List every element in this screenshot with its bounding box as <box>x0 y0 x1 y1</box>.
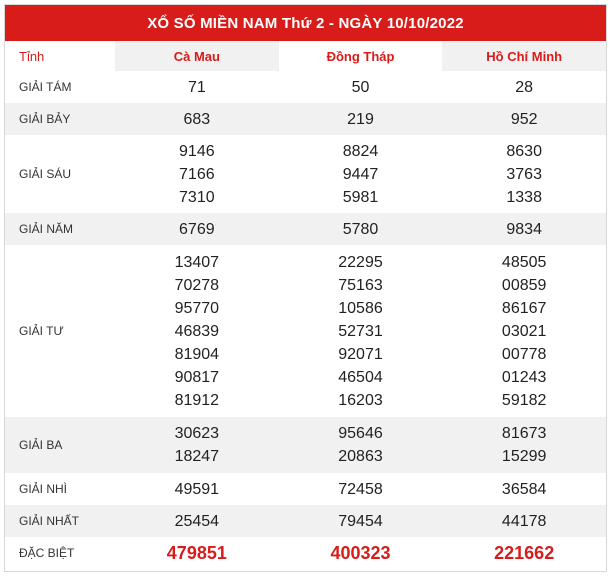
prize-number: 5780 <box>342 220 379 238</box>
prize-label: GIẢI BA <box>19 438 63 452</box>
prize-row <box>5 417 606 473</box>
header-row <box>5 41 606 71</box>
prize-cell <box>115 213 279 245</box>
prize-number: 8630 <box>506 142 542 160</box>
province-dong-thap[interactable]: Đồng Tháp <box>326 48 395 64</box>
prize-number: 90817 <box>174 368 220 386</box>
province-ca-mau[interactable]: Cà Mau <box>115 41 279 71</box>
prize-cell <box>279 473 443 505</box>
prize-label: GIẢI NHẤT <box>19 514 80 528</box>
prize-cell <box>279 417 443 473</box>
prize-number: 48505 <box>501 253 547 271</box>
prize-label: GIẢI SÁU <box>19 167 72 181</box>
prize-cell <box>115 71 279 103</box>
prize-number: 7166 <box>179 165 215 183</box>
prize-number: 400323 <box>330 542 391 563</box>
prize-cell <box>442 71 606 103</box>
prize-number: 81912 <box>174 391 220 409</box>
prize-number: 221662 <box>494 542 555 563</box>
prize-cell <box>115 245 279 417</box>
prize-number: 95770 <box>174 299 220 317</box>
prize-number: 13407 <box>174 253 220 271</box>
prize-number: 9146 <box>179 142 215 160</box>
prize-row <box>5 135 606 213</box>
prize-row <box>5 245 606 417</box>
prize-cell <box>442 245 606 417</box>
prize-label: GIẢI BẢY <box>19 112 71 126</box>
prize-number: 52731 <box>338 322 383 340</box>
prize-number: 20863 <box>338 448 383 465</box>
prize-number: 46504 <box>338 368 383 386</box>
prize-number: 6769 <box>179 220 215 238</box>
prize-cell <box>115 135 279 213</box>
prize-number: 01243 <box>501 368 547 386</box>
prize-cell <box>442 213 606 245</box>
prize-number: 03021 <box>501 322 547 340</box>
prize-row <box>5 505 606 537</box>
prize-number: 92071 <box>338 345 383 363</box>
prize-number: 30623 <box>174 425 220 442</box>
prize-label: GIẢI TƯ <box>19 324 64 338</box>
province-header-label: Tỉnh <box>19 48 45 64</box>
prize-cell <box>442 473 606 505</box>
prize-row <box>5 473 606 505</box>
prize-number: 1338 <box>506 188 542 206</box>
prize-number: 18247 <box>174 448 220 465</box>
prize-number: 86167 <box>501 299 547 317</box>
prize-cell <box>442 505 606 537</box>
prize-cell <box>279 103 443 135</box>
prize-number: 5981 <box>342 188 379 206</box>
prize-cell <box>279 505 443 537</box>
prize-number: 952 <box>510 110 538 128</box>
prize-number: 3763 <box>506 165 542 183</box>
prize-number: 95646 <box>338 425 383 442</box>
prize-row <box>5 537 606 569</box>
prize-cell <box>442 103 606 135</box>
prize-number: 8824 <box>342 142 379 160</box>
prize-label: GIẢI TÁM <box>19 80 72 94</box>
prize-cell <box>279 245 443 417</box>
prize-number: 46839 <box>174 322 220 340</box>
results-title: XỔ SỐ MIỀN NAM Thứ 2 - NGÀY 10/10/2022 <box>5 5 606 41</box>
prize-number: 25454 <box>174 512 220 530</box>
prize-number: 479851 <box>166 542 227 563</box>
prize-number: 15299 <box>501 448 547 465</box>
prize-cell <box>115 537 279 569</box>
prize-cell <box>279 213 443 245</box>
prize-row <box>5 213 606 245</box>
prize-number: 49591 <box>174 480 220 498</box>
prize-number: 81673 <box>501 425 547 442</box>
prize-number: 44178 <box>501 512 547 530</box>
prize-number: 683 <box>183 110 211 128</box>
prize-number: 10586 <box>338 299 383 317</box>
prize-number: 9834 <box>506 220 542 238</box>
prize-number: 59182 <box>501 391 547 409</box>
prize-number: 7310 <box>179 188 215 206</box>
prize-cell <box>115 103 279 135</box>
prize-cell <box>115 417 279 473</box>
prize-row <box>5 71 606 103</box>
prize-number: 75163 <box>338 276 383 294</box>
prize-number: 72458 <box>338 480 383 498</box>
prize-number: 28 <box>515 78 534 96</box>
prize-cell <box>115 473 279 505</box>
prize-label: GIẢI NĂM <box>19 222 74 236</box>
prize-cell <box>442 135 606 213</box>
prize-number: 00859 <box>501 276 547 294</box>
province-ho-chi-minh[interactable]: Hồ Chí Minh <box>442 41 606 71</box>
prize-label: ĐẶC BIỆT <box>19 546 75 560</box>
prize-cell <box>442 417 606 473</box>
prize-cell <box>279 135 443 213</box>
prize-number: 79454 <box>338 512 383 530</box>
prize-label: GIẢI NHÌ <box>19 482 68 496</box>
prize-number: 81904 <box>174 345 220 363</box>
prize-number: 00778 <box>501 345 547 363</box>
prize-number: 70278 <box>174 276 220 294</box>
results-panel <box>4 4 607 572</box>
prize-number: 16203 <box>338 391 383 409</box>
prize-cell <box>279 537 443 569</box>
prize-number: 50 <box>351 78 370 96</box>
prize-number: 71 <box>187 78 206 96</box>
prize-number: 9447 <box>342 165 379 183</box>
prize-number: 219 <box>347 110 374 128</box>
prize-number: 36584 <box>501 480 547 498</box>
prize-number: 22295 <box>338 253 383 271</box>
prize-cell <box>115 505 279 537</box>
prize-row <box>5 103 606 135</box>
prize-cell <box>279 71 443 103</box>
prize-cell <box>442 537 606 569</box>
